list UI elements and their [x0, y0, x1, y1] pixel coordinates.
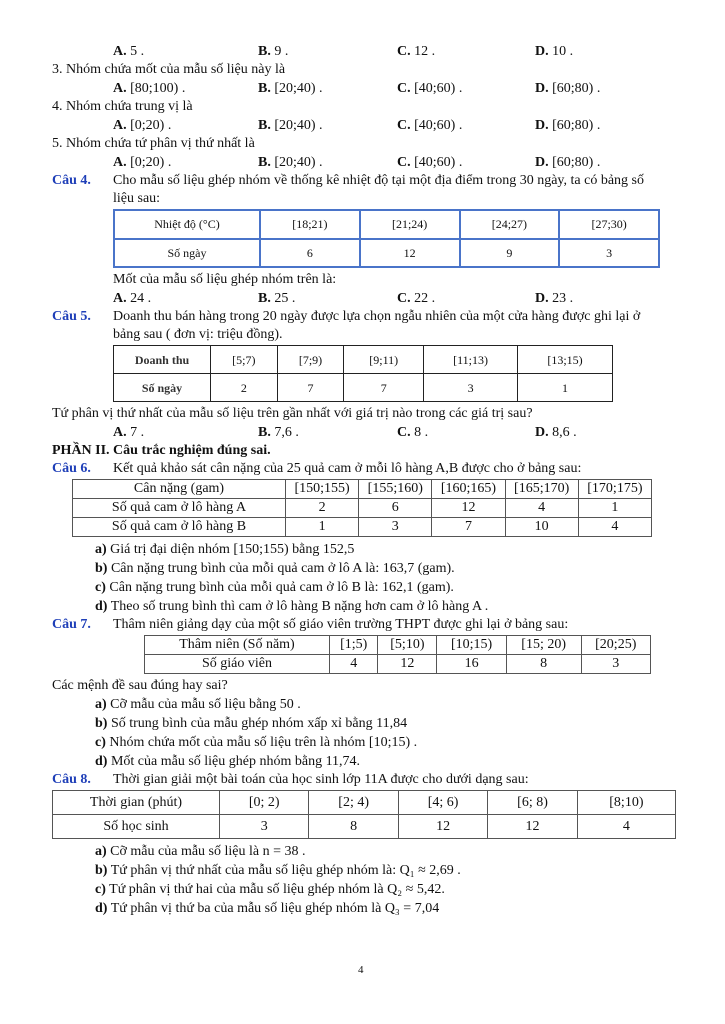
table-cell: 4	[577, 815, 675, 839]
table-cell: 12	[432, 499, 505, 518]
question-text: Thâm niên giảng dạy của một số giáo viên trường THPT được ghi lại ở bảng sau:	[113, 617, 569, 632]
question-header	[52, 460, 705, 478]
answer-option: B. [20;40) .	[258, 118, 323, 133]
row-header-cell: Số ngày	[114, 374, 211, 402]
table-row	[53, 815, 676, 839]
answer-option: B. [20;40) .	[258, 81, 323, 96]
answer-options-row	[113, 289, 705, 308]
page-number: 4	[358, 964, 364, 976]
row-header-cell: Thâm niên (Số năm)	[145, 636, 330, 655]
answer-options-row	[113, 423, 705, 442]
question-label: Câu 4.	[52, 173, 91, 188]
answer-option: B. 25 .	[258, 291, 296, 306]
table-cell: 3	[581, 655, 650, 674]
table-cell: [20;25)	[581, 636, 650, 655]
table-cell: 12	[378, 655, 437, 674]
row-header-cell: Số giáo viên	[145, 655, 330, 674]
statement-label: d)	[95, 901, 108, 916]
question-label: Câu 6.	[52, 461, 91, 476]
table-cell: [13;15)	[518, 346, 613, 374]
question-text: Doanh thu bán hàng trong 20 ngày được lựa chọn ngẫu nhiên của một cửa hàng được ghi lại ở	[113, 309, 641, 324]
row-header-cell: Doanh thu	[114, 346, 211, 374]
question-label: Câu 7.	[52, 617, 91, 632]
row-header-cell: Số quả cam ở lô hàng B	[73, 518, 286, 537]
table-cell: [155;160)	[359, 480, 432, 499]
statement-text: Cỡ mẫu của mẫu số liệu là n = 38 .	[110, 844, 306, 859]
row-header-cell: Số ngày	[114, 239, 260, 268]
table-cell: 10	[505, 518, 578, 537]
table-row	[73, 518, 652, 537]
statement	[95, 695, 705, 714]
table-cell: 4	[578, 518, 651, 537]
table-row	[114, 374, 613, 402]
row-header-cell: Nhiệt độ (°C)	[114, 210, 260, 239]
statement	[95, 733, 705, 752]
temperature-table	[113, 209, 660, 268]
question-text: Cho mẫu số liệu ghép nhóm về thống kê nhiệt độ tại một địa điểm trong 30 ngày, ta có bảng số	[113, 173, 645, 188]
answer-option: D. [60;80) .	[535, 155, 601, 170]
answer-option: C. 8 .	[397, 425, 429, 440]
table-cell: [11;13)	[424, 346, 518, 374]
table-row	[73, 499, 652, 518]
answer-options-row	[113, 153, 705, 172]
statement-text: Số trung bình của mẫu ghép nhóm xấp xỉ bằng 11,84	[110, 716, 408, 731]
statement	[95, 714, 705, 733]
table-cell: [1;5)	[330, 636, 378, 655]
statement-text: Tứ phân vị thứ ba của mẫu số liệu ghép nhóm là Q₃ = 7,04	[110, 901, 440, 916]
question-text: liệu sau:	[113, 191, 161, 206]
question-text: Các mệnh đề sau đúng hay sai?	[52, 678, 228, 693]
table-cell: [4; 6)	[398, 791, 487, 815]
statement-text: Tứ phân vị thứ nhất của mẫu số liệu ghép nhóm là: Q₁ ≈ 2,69 .	[110, 863, 461, 878]
table-cell: 6	[359, 499, 432, 518]
statement-label: c)	[95, 735, 106, 750]
answer-option: C. 12 .	[397, 44, 436, 59]
statement	[95, 880, 705, 899]
answer-options-row	[113, 116, 705, 135]
statement	[95, 899, 705, 918]
answer-option: B. 9 .	[258, 44, 289, 59]
statement-text: Cỡ mẫu của mẫu số liệu bằng 50 .	[110, 697, 301, 712]
statement-text: Giá trị đại diện nhóm [150;155) bằng 152,5	[110, 542, 355, 557]
table-cell: [9;11)	[344, 346, 424, 374]
table-cell: [8;10)	[577, 791, 675, 815]
table-cell: [5;10)	[378, 636, 437, 655]
solving-time-table	[52, 790, 676, 839]
table-cell: [6; 8)	[488, 791, 577, 815]
table-cell: [21;24)	[360, 210, 460, 239]
table-cell: 16	[437, 655, 506, 674]
statement-text: Cân nặng trung bình của mỗi quả cam ở lô A là: 163,7 (gam).	[110, 561, 455, 576]
answer-option: D. [60;80) .	[535, 118, 601, 133]
statement-text: Theo số trung bình thì cam ở lô hàng B nặng hơn cam ở lô hàng A .	[110, 599, 489, 614]
table-cell: [150;155)	[286, 480, 359, 499]
table-cell: 6	[260, 239, 360, 268]
question-text-block	[113, 308, 705, 344]
statement-label: a)	[95, 542, 107, 557]
table-cell: 1	[578, 499, 651, 518]
statement-label: b)	[95, 716, 108, 731]
answer-option: C. [40;60) .	[397, 81, 463, 96]
statement-text: Mốt của mẫu số liệu ghép nhóm bằng 11,74.	[110, 754, 361, 769]
table-cell: 1	[518, 374, 613, 402]
statement-label: a)	[95, 697, 107, 712]
question-label: Câu 5.	[52, 309, 91, 324]
question-header	[52, 308, 705, 344]
question-stem: 4. Nhóm chứa trung vị là	[52, 99, 193, 114]
table-cell: 12	[398, 815, 487, 839]
question-text: Tứ phân vị thứ nhất của mẫu số liệu trên gần nhất với giá trị nào trong các giá trị sau?	[52, 406, 533, 421]
question-text-block	[113, 616, 705, 634]
row-header-cell: Cân nặng (gam)	[73, 480, 286, 499]
answer-options-row	[113, 79, 705, 98]
table-cell: [15; 20)	[506, 636, 581, 655]
statement-label: b)	[95, 863, 108, 878]
statement	[95, 842, 705, 861]
answer-option: A. 24 .	[113, 291, 152, 306]
question-text: Mốt của mẫu số liệu ghép nhóm trên là:	[113, 272, 337, 287]
question-text: Kết quả khảo sát cân nặng của 25 quả cam ở mỗi lô hàng A,B được cho ở bảng sau:	[113, 461, 582, 476]
statement-label: d)	[95, 599, 108, 614]
question-text: Thời gian giải một bài toán của học sinh lớp 11A được cho dưới dạng sau:	[113, 772, 529, 787]
question-header	[52, 616, 705, 634]
table-cell: [7;9)	[277, 346, 344, 374]
answer-option: A. 5 .	[113, 44, 145, 59]
table-cell: 4	[505, 499, 578, 518]
answer-option: D. [60;80) .	[535, 81, 601, 96]
table-cell: [18;21)	[260, 210, 360, 239]
table-cell: [160;165)	[432, 480, 505, 499]
question-text: bảng sau ( đơn vị: triệu đồng).	[113, 327, 283, 342]
answer-option: A. 7 .	[113, 425, 145, 440]
statement-label: c)	[95, 580, 106, 595]
table-cell: [165;170)	[505, 480, 578, 499]
question-text-block	[113, 460, 705, 478]
statement-label: b)	[95, 561, 108, 576]
statement-label: d)	[95, 754, 108, 769]
statement-text: Nhóm chứa mốt của mẫu số liệu trên là nhóm [10;15) .	[109, 735, 418, 750]
question-stem: 3. Nhóm chứa mốt của mẫu số liệu này là	[52, 62, 286, 77]
table-cell: 3	[559, 239, 659, 268]
table-cell: 8	[506, 655, 581, 674]
answer-options-row	[113, 42, 705, 61]
table-cell: [0; 2)	[220, 791, 309, 815]
row-header-cell: Số quả cam ở lô hàng A	[73, 499, 286, 518]
answer-option: A. [0;20) .	[113, 118, 172, 133]
table-cell: 3	[424, 374, 518, 402]
section-heading: PHẦN II. Câu trắc nghiệm đúng sai.	[52, 443, 271, 458]
table-cell: 2	[286, 499, 359, 518]
table-cell: 1	[286, 518, 359, 537]
statement	[95, 540, 705, 559]
answer-option: D. 10 .	[535, 44, 574, 59]
table-cell: 7	[344, 374, 424, 402]
table-row	[145, 636, 651, 655]
question-label: Câu 8.	[52, 772, 91, 787]
table-cell: [10;15)	[437, 636, 506, 655]
statement-text: Tứ phân vị thứ hai của mẫu số liệu ghép nhóm là Q₂ ≈ 5,42.	[109, 882, 445, 897]
table-cell: 3	[359, 518, 432, 537]
answer-option: C. [40;60) .	[397, 155, 463, 170]
table-cell: 7	[277, 374, 344, 402]
answer-option: C. 22 .	[397, 291, 436, 306]
table-cell: 2	[211, 374, 278, 402]
answer-option: B. [20;40) .	[258, 155, 323, 170]
question-stem: 5. Nhóm chứa tứ phân vị thứ nhất là	[52, 136, 255, 151]
table-row	[114, 210, 659, 239]
table-row	[114, 239, 659, 268]
statement	[95, 597, 705, 616]
row-header-cell: Thời gian (phút)	[53, 791, 220, 815]
table-cell: [5;7)	[211, 346, 278, 374]
revenue-table	[113, 345, 613, 402]
teacher-seniority-table	[144, 635, 651, 674]
table-cell: [27;30)	[559, 210, 659, 239]
table-cell: 7	[432, 518, 505, 537]
table-cell: 8	[309, 815, 398, 839]
table-cell: 9	[460, 239, 560, 268]
answer-option: C. [40;60) .	[397, 118, 463, 133]
table-row	[73, 480, 652, 499]
question-header	[52, 771, 705, 789]
row-header-cell: Số học sinh	[53, 815, 220, 839]
table-row	[145, 655, 651, 674]
question-text-block	[113, 771, 705, 789]
statement	[95, 752, 705, 771]
answer-option: D. 8,6 .	[535, 425, 577, 440]
statement-text: Cân nặng trung bình của mỗi quả cam ở lô B là: 162,1 (gam).	[109, 580, 454, 595]
statement-label: c)	[95, 882, 106, 897]
answer-option: D. 23 .	[535, 291, 574, 306]
statement-label: a)	[95, 844, 107, 859]
table-cell: 3	[220, 815, 309, 839]
statement	[95, 559, 705, 578]
table-row	[114, 346, 613, 374]
question-text-block	[113, 172, 705, 208]
table-cell: 4	[330, 655, 378, 674]
question-header	[52, 172, 705, 208]
answer-option: A. [0;20) .	[113, 155, 172, 170]
table-cell: [170;175)	[578, 480, 651, 499]
table-cell: 12	[488, 815, 577, 839]
answer-option: A. [80;100) .	[113, 81, 186, 96]
statement	[95, 578, 705, 597]
table-cell: [2; 4)	[309, 791, 398, 815]
orange-weight-table	[72, 479, 652, 537]
table-row	[53, 791, 676, 815]
answer-option: B. 7,6 .	[258, 425, 299, 440]
table-cell: [24;27)	[460, 210, 560, 239]
table-cell: 12	[360, 239, 460, 268]
statement	[95, 861, 705, 880]
